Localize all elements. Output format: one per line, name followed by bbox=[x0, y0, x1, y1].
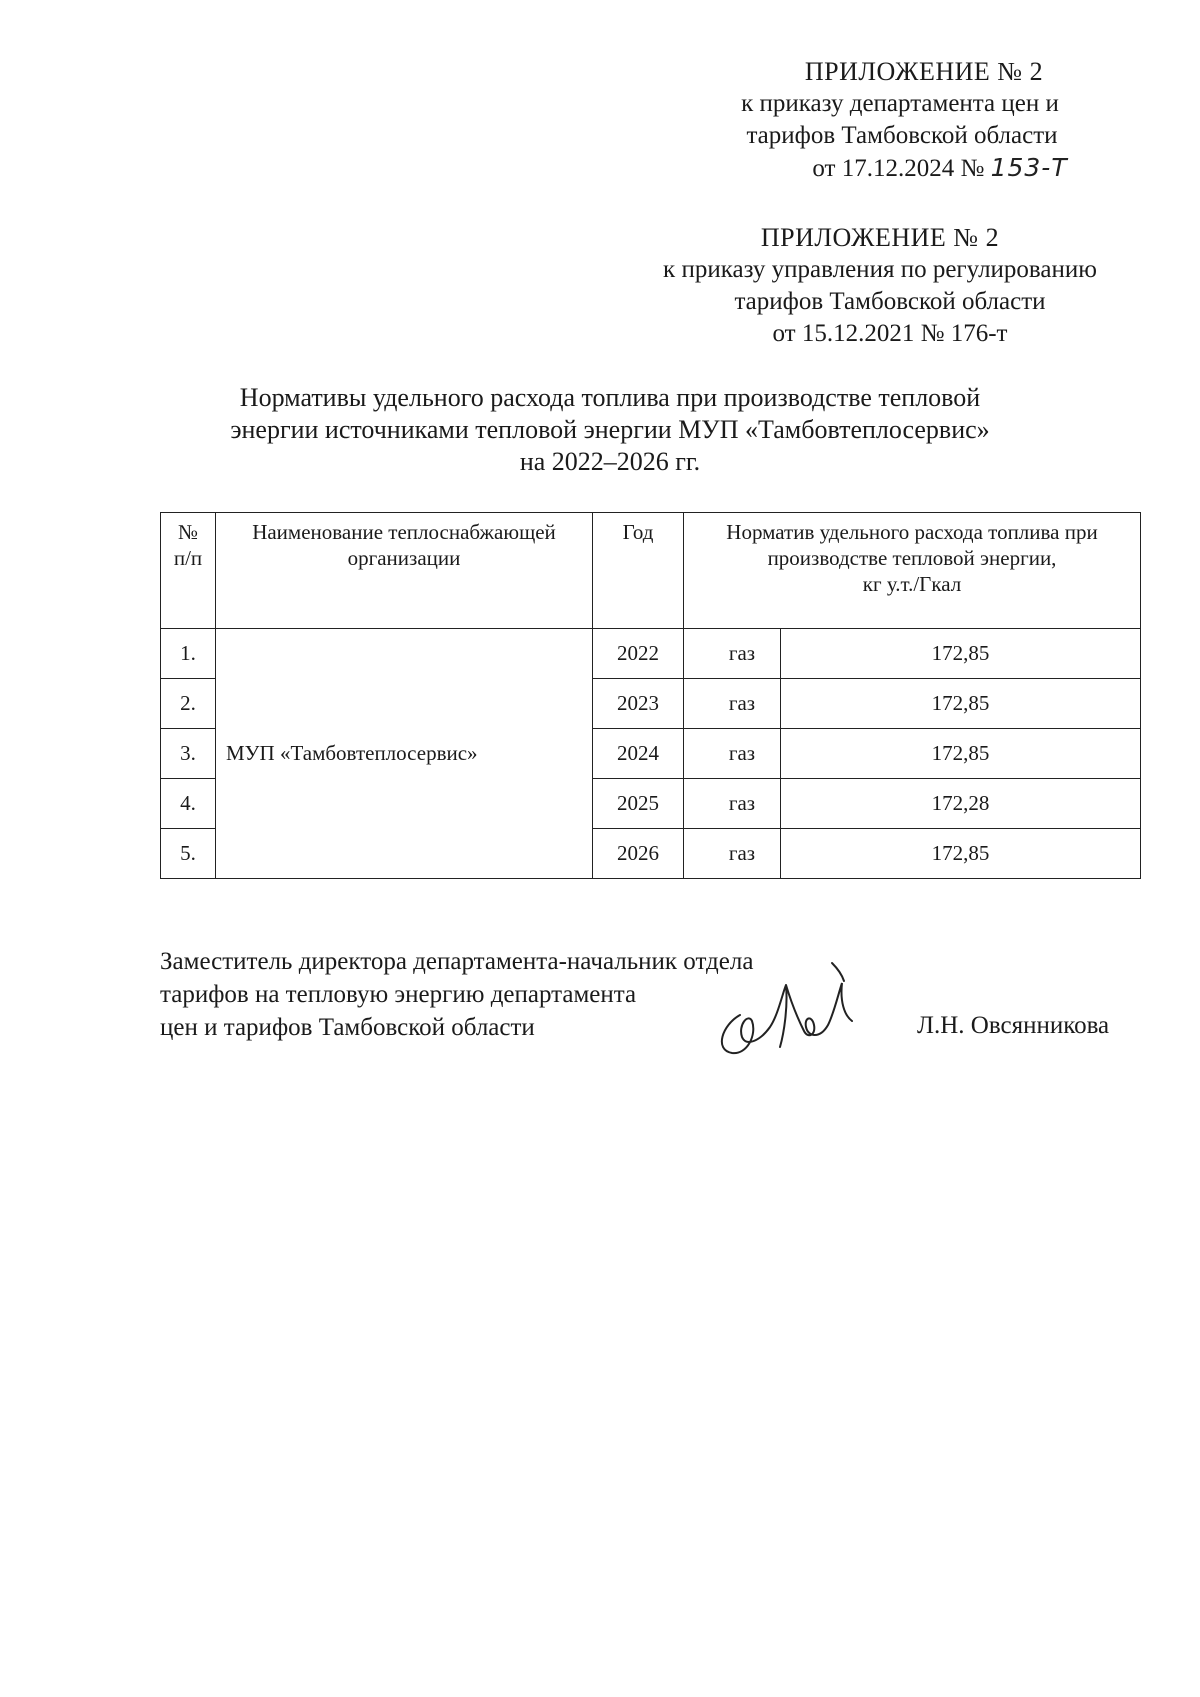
appendix-new-line2: тарифов Тамбовской области bbox=[746, 122, 1058, 149]
row-fuel: газ bbox=[684, 629, 781, 679]
header-num-line2: п/п bbox=[173, 546, 203, 570]
row-year: 2022 bbox=[593, 629, 684, 679]
position-line3: цен и тарифов Тамбовской области bbox=[160, 1014, 535, 1041]
appendix-new-handwritten-number: 153-Т bbox=[990, 153, 1068, 182]
header-num bbox=[161, 513, 216, 629]
row-num: 4. bbox=[161, 779, 216, 829]
row-num: 3. bbox=[161, 729, 216, 779]
appendix-old-line2: тарифов Тамбовской области bbox=[734, 288, 1046, 315]
title-line1: Нормативы удельного расхода топлива при производстве тепловой bbox=[239, 383, 981, 412]
document-title bbox=[160, 382, 1060, 478]
appendix-new-date: от 17.12.2024 № bbox=[812, 155, 985, 182]
signatory-position bbox=[160, 945, 753, 1044]
row-num: 5. bbox=[161, 829, 216, 879]
row-year: 2024 bbox=[593, 729, 684, 779]
row-year: 2023 bbox=[593, 679, 684, 729]
header-org-line2: организации bbox=[347, 546, 461, 570]
header-norm-line1: Норматив удельного расхода топлива при bbox=[726, 520, 1098, 544]
row-num: 2. bbox=[161, 679, 216, 729]
header-org-line1: Наименование теплоснабжающей bbox=[252, 520, 556, 544]
position-line1: Заместитель директора департамента-начальник отдела bbox=[160, 948, 754, 975]
row-fuel: газ bbox=[684, 829, 781, 879]
row-fuel: газ bbox=[684, 729, 781, 779]
row-num: 1. bbox=[161, 629, 216, 679]
title-line2: энергии источниками тепловой энергии МУП «Тамбовтеплосервис» bbox=[230, 415, 990, 444]
appendix-new-date-line bbox=[680, 152, 1200, 185]
appendix-old-line3: от 15.12.2021 № 176-т bbox=[772, 320, 1008, 347]
table-row bbox=[161, 629, 1141, 679]
header-norm-line3: кг у.т./Гкал bbox=[862, 572, 962, 596]
header-organization bbox=[216, 513, 593, 629]
handwritten-signature bbox=[712, 955, 872, 1065]
row-year: 2025 bbox=[593, 779, 684, 829]
appendix-old-heading: ПРИЛОЖЕНИЕ № 2 bbox=[760, 223, 1000, 252]
row-value: 172,85 bbox=[781, 679, 1141, 729]
table-header-row bbox=[161, 513, 1141, 629]
row-fuel: газ bbox=[684, 779, 781, 829]
row-fuel: газ bbox=[684, 679, 781, 729]
appendix-new-heading: ПРИЛОЖЕНИЕ № 2 bbox=[804, 57, 1044, 86]
appendix-old-header bbox=[600, 222, 1160, 350]
norms-table bbox=[160, 512, 1141, 879]
organization-cell: МУП «Тамбовтеплосервис» bbox=[216, 629, 593, 879]
signer-name: Л.Н. Овсянникова bbox=[917, 1012, 1110, 1039]
header-year: Год bbox=[593, 513, 684, 629]
row-year: 2026 bbox=[593, 829, 684, 879]
row-value: 172,85 bbox=[781, 829, 1141, 879]
header-norm-line2: производстве тепловой энергии, bbox=[767, 546, 1057, 570]
appendix-new-header bbox=[600, 56, 1200, 185]
header-num-line1: № bbox=[177, 520, 199, 544]
row-value: 172,85 bbox=[781, 729, 1141, 779]
header-norm bbox=[684, 513, 1141, 629]
appendix-old-line1: к приказу управления по регулированию bbox=[663, 256, 1097, 283]
row-value: 172,85 bbox=[781, 629, 1141, 679]
appendix-new-line1: к приказу департамента цен и bbox=[741, 90, 1059, 117]
title-line3: на 2022–2026 гг. bbox=[519, 447, 701, 476]
position-line2: тарифов на тепловую энергию департамента bbox=[160, 981, 637, 1008]
row-value: 172,28 bbox=[781, 779, 1141, 829]
